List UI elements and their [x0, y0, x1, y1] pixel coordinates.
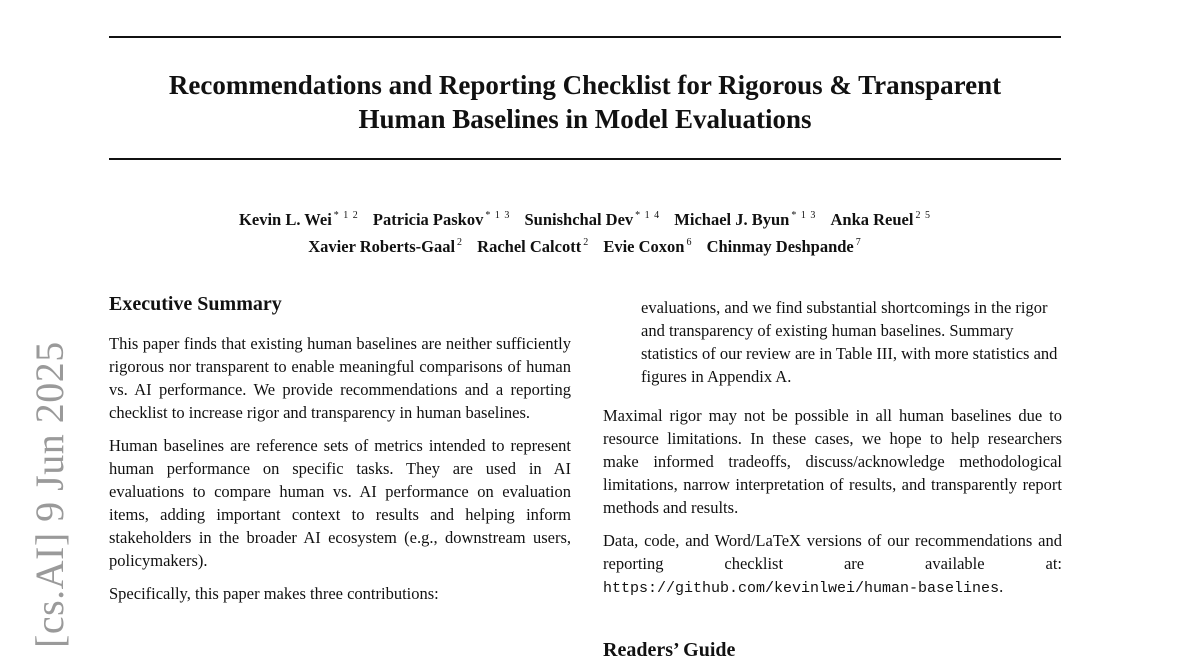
author: Chinmay Deshpande $^7$ — [706, 237, 862, 256]
right-column — [603, 296, 1062, 610]
title-top-rule — [109, 36, 1061, 38]
author: Sunishchal Dev $^{* 1 4}$ — [524, 210, 661, 229]
author-list — [109, 204, 1061, 258]
author: Xavier Roberts-Gaal $^2$ — [308, 237, 464, 256]
author: Michael J. Byun $^{* 1 3}$ — [674, 210, 817, 229]
paper-title — [109, 68, 1061, 136]
author-row-2 — [109, 231, 1061, 258]
arxiv-stamp: [cs.AI] 9 Jun 2025 — [27, 341, 72, 648]
readers-guide-heading: Readers’ Guide — [603, 639, 736, 661]
author-row-1 — [109, 204, 1061, 231]
paragraph: Maximal rigor may not be possible in all human baselines due to resource limitations. In these cases, we hope to help researchers make informed tradeoffs, discuss/acknowledge methodological limitations, narrow interpretation of results, and transparently report methods and results. — [603, 406, 1062, 517]
title-bottom-rule — [109, 158, 1061, 160]
github-link[interactable]: https://github.com/kevinlwei/human-baselines — [603, 580, 1000, 597]
paragraph: Data, code, and Word/LaTeX versions of our recommendations and reporting checklist are available at: https://github.com/kevinlwei/human-baselines. — [603, 531, 1062, 597]
paragraph: Specifically, this paper makes three contributions: — [109, 584, 439, 603]
author: Evie Coxon $^6$ — [603, 237, 693, 256]
list-item-continuation: evaluations, and we find substantial shortcomings in the rigor and transparency of existing human baselines. Summary statistics of our review are in Table III, with more statistics and figures in Appendix A. — [641, 298, 1058, 386]
author: Anka Reuel $^{2 5}$ — [830, 210, 931, 229]
section-heading: Executive Summary — [109, 293, 282, 315]
author: Kevin L. Wei $^{* 1 2}$ — [239, 210, 359, 229]
title-line-1: Recommendations and Reporting Checklist for Rigorous & Transparent — [168, 70, 1002, 100]
author: Rachel Calcott $^2$ — [477, 237, 590, 256]
title-line-2: Human Baselines in Model Evaluations — [358, 104, 812, 134]
paragraph: This paper finds that existing human baselines are neither sufficiently rigorous nor transparent to enable meaningful comparisons of human vs. AI performance. We provide recommendations and a reporting checklist to increase rigor and transparency in human baselines. — [109, 334, 571, 422]
left-column — [109, 292, 571, 615]
paragraph: Human baselines are reference sets of metrics intended to represent human performance on specific tasks. They are used in AI evaluations to compare human vs. AI performance on evaluation items, adding important context to results and helping inform stakeholders in the broader AI ecosystem (e.g., downstream users, policymakers). — [109, 436, 571, 570]
author: Patricia Paskov $^{* 1 3}$ — [372, 210, 511, 229]
